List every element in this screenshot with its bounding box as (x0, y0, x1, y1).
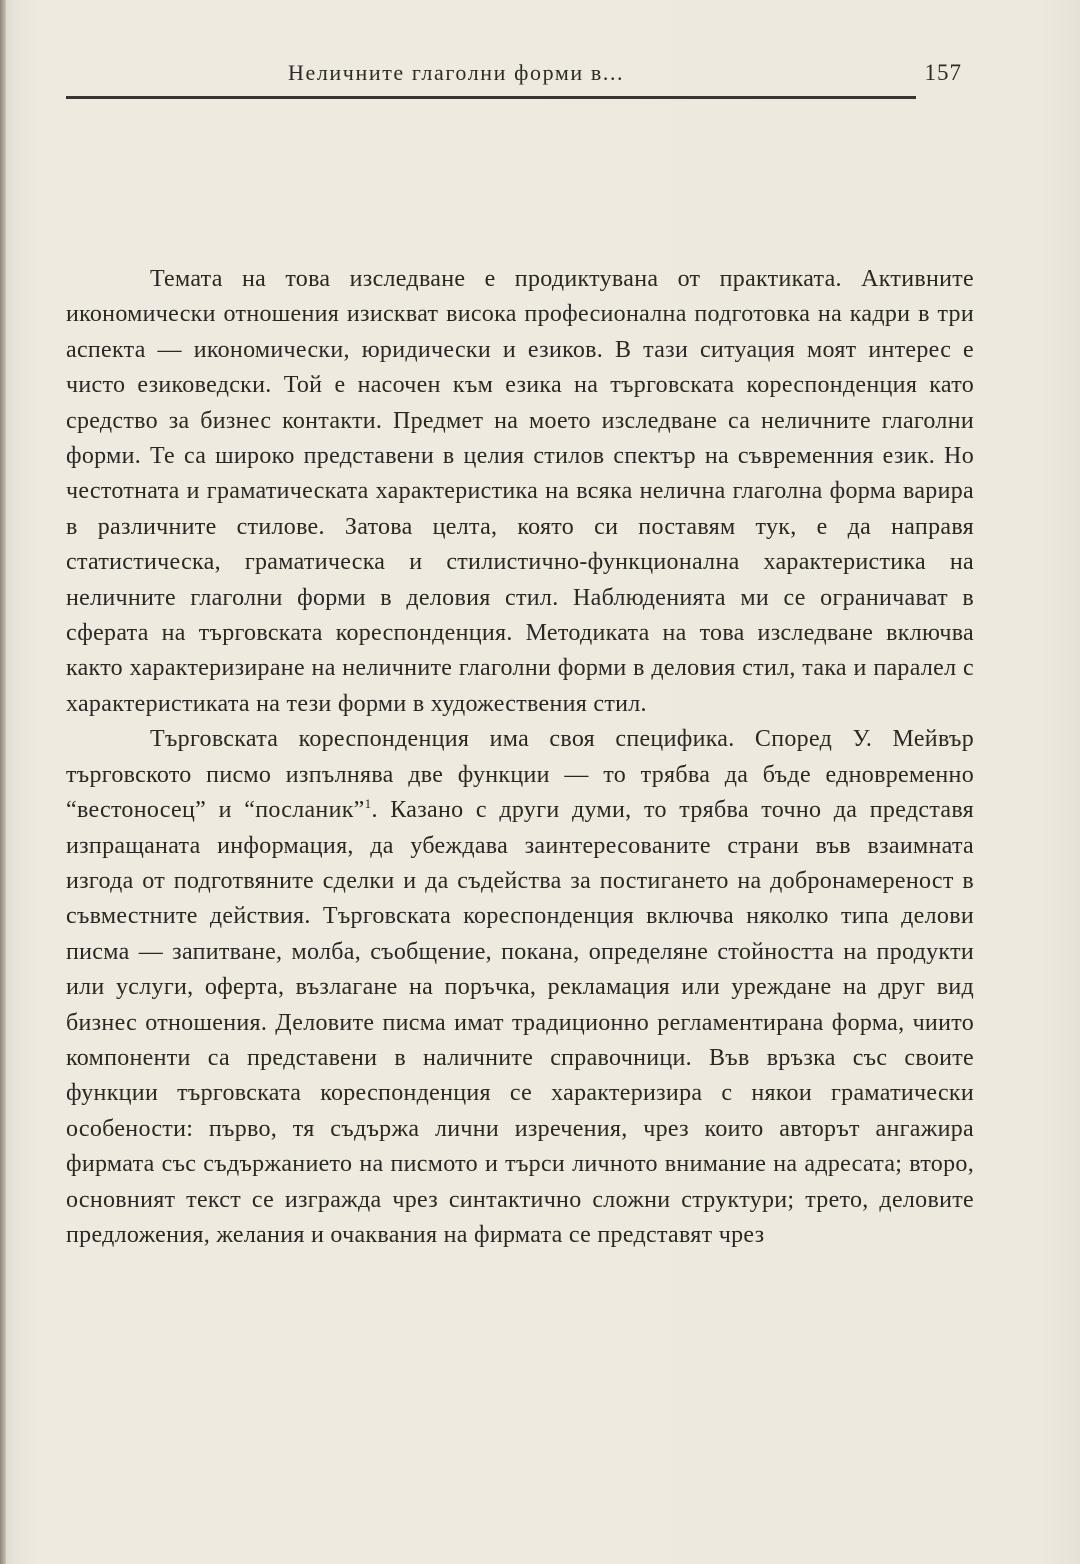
running-header (66, 58, 962, 99)
paragraph-1: Темата на това изследване е продиктувана от практиката. Активните икономически отношения изискват висока професионална подготовка на кадри в три аспекта — икономически, юридически и езиков. В тази ситуация моят интерес е чисто езиковедски. Той е насочен към езика на търговската кореспонденция като средство за бизнес контакти. Предмет на моето изследване са неличните глаголни форми. Те са широко представени в целия стилов спектър на съвременния език. Но честотната и граматическата характеристика на всяка нелична глаголна форма варира в различните стилове. Затова целта, която си поставям тук, е да направя статистическа, граматическа и стилистично-функционална характеристика на неличните глаголни форми в деловия стил. Наблюденията ми се ограничават в сферата на търговската кореспонденция. Методиката на това изследване включва както характеризиране на неличните глаголни форми в деловия стил, така и паралел с характеристиката на тези форми в художествения стил. (66, 266, 974, 717)
page-number: 157 (924, 60, 962, 85)
page-spine-edge (0, 0, 6, 1564)
paragraph-2-text-end: . Казано с други думи, то трябва точно да представя изпращаната информация, да убеждава заинтересованите страни във взаимната изгода от подготвяните сделки и да съдейства за постигането на добронамереност в съвместните действия. Търговската кореспонденция включва няколко типа делови писма — запитване, молба, съобщение, покана, определяне стойността на продукти или услуги, оферта, възлагане на поръчка, рекламация или уреждане на друг вид бизнес отношения. Деловите писма имат традиционно регламентирана форма, чиито компоненти са представени в наличните справочници. Във връзка със своите функции търговската кореспонденция се характеризира с някои граматически особености: първо, тя съдържа лични изречения, чрез които авторът ангажира фирмата със съдържанието на писмото и търси личното внимание на адресата; второ, основният текст се изгражда чрез синтактично сложни структури; трето, деловите предложения, желания и очаквания на фирмата се представят чрез (66, 797, 975, 1248)
footnote-mark: 1 (364, 796, 372, 812)
paragraph-2-text-start: Търговската кореспонденция има своя специфика. Според У. Мейвър търговското писмо изпълнява две функции — то трябва да бъде едновременно “вестоносец” и “посланик” (66, 726, 974, 824)
running-title: Неличните глаголни форми в... (288, 60, 625, 85)
body-text (66, 262, 974, 1253)
paragraph-2 (66, 722, 974, 1253)
